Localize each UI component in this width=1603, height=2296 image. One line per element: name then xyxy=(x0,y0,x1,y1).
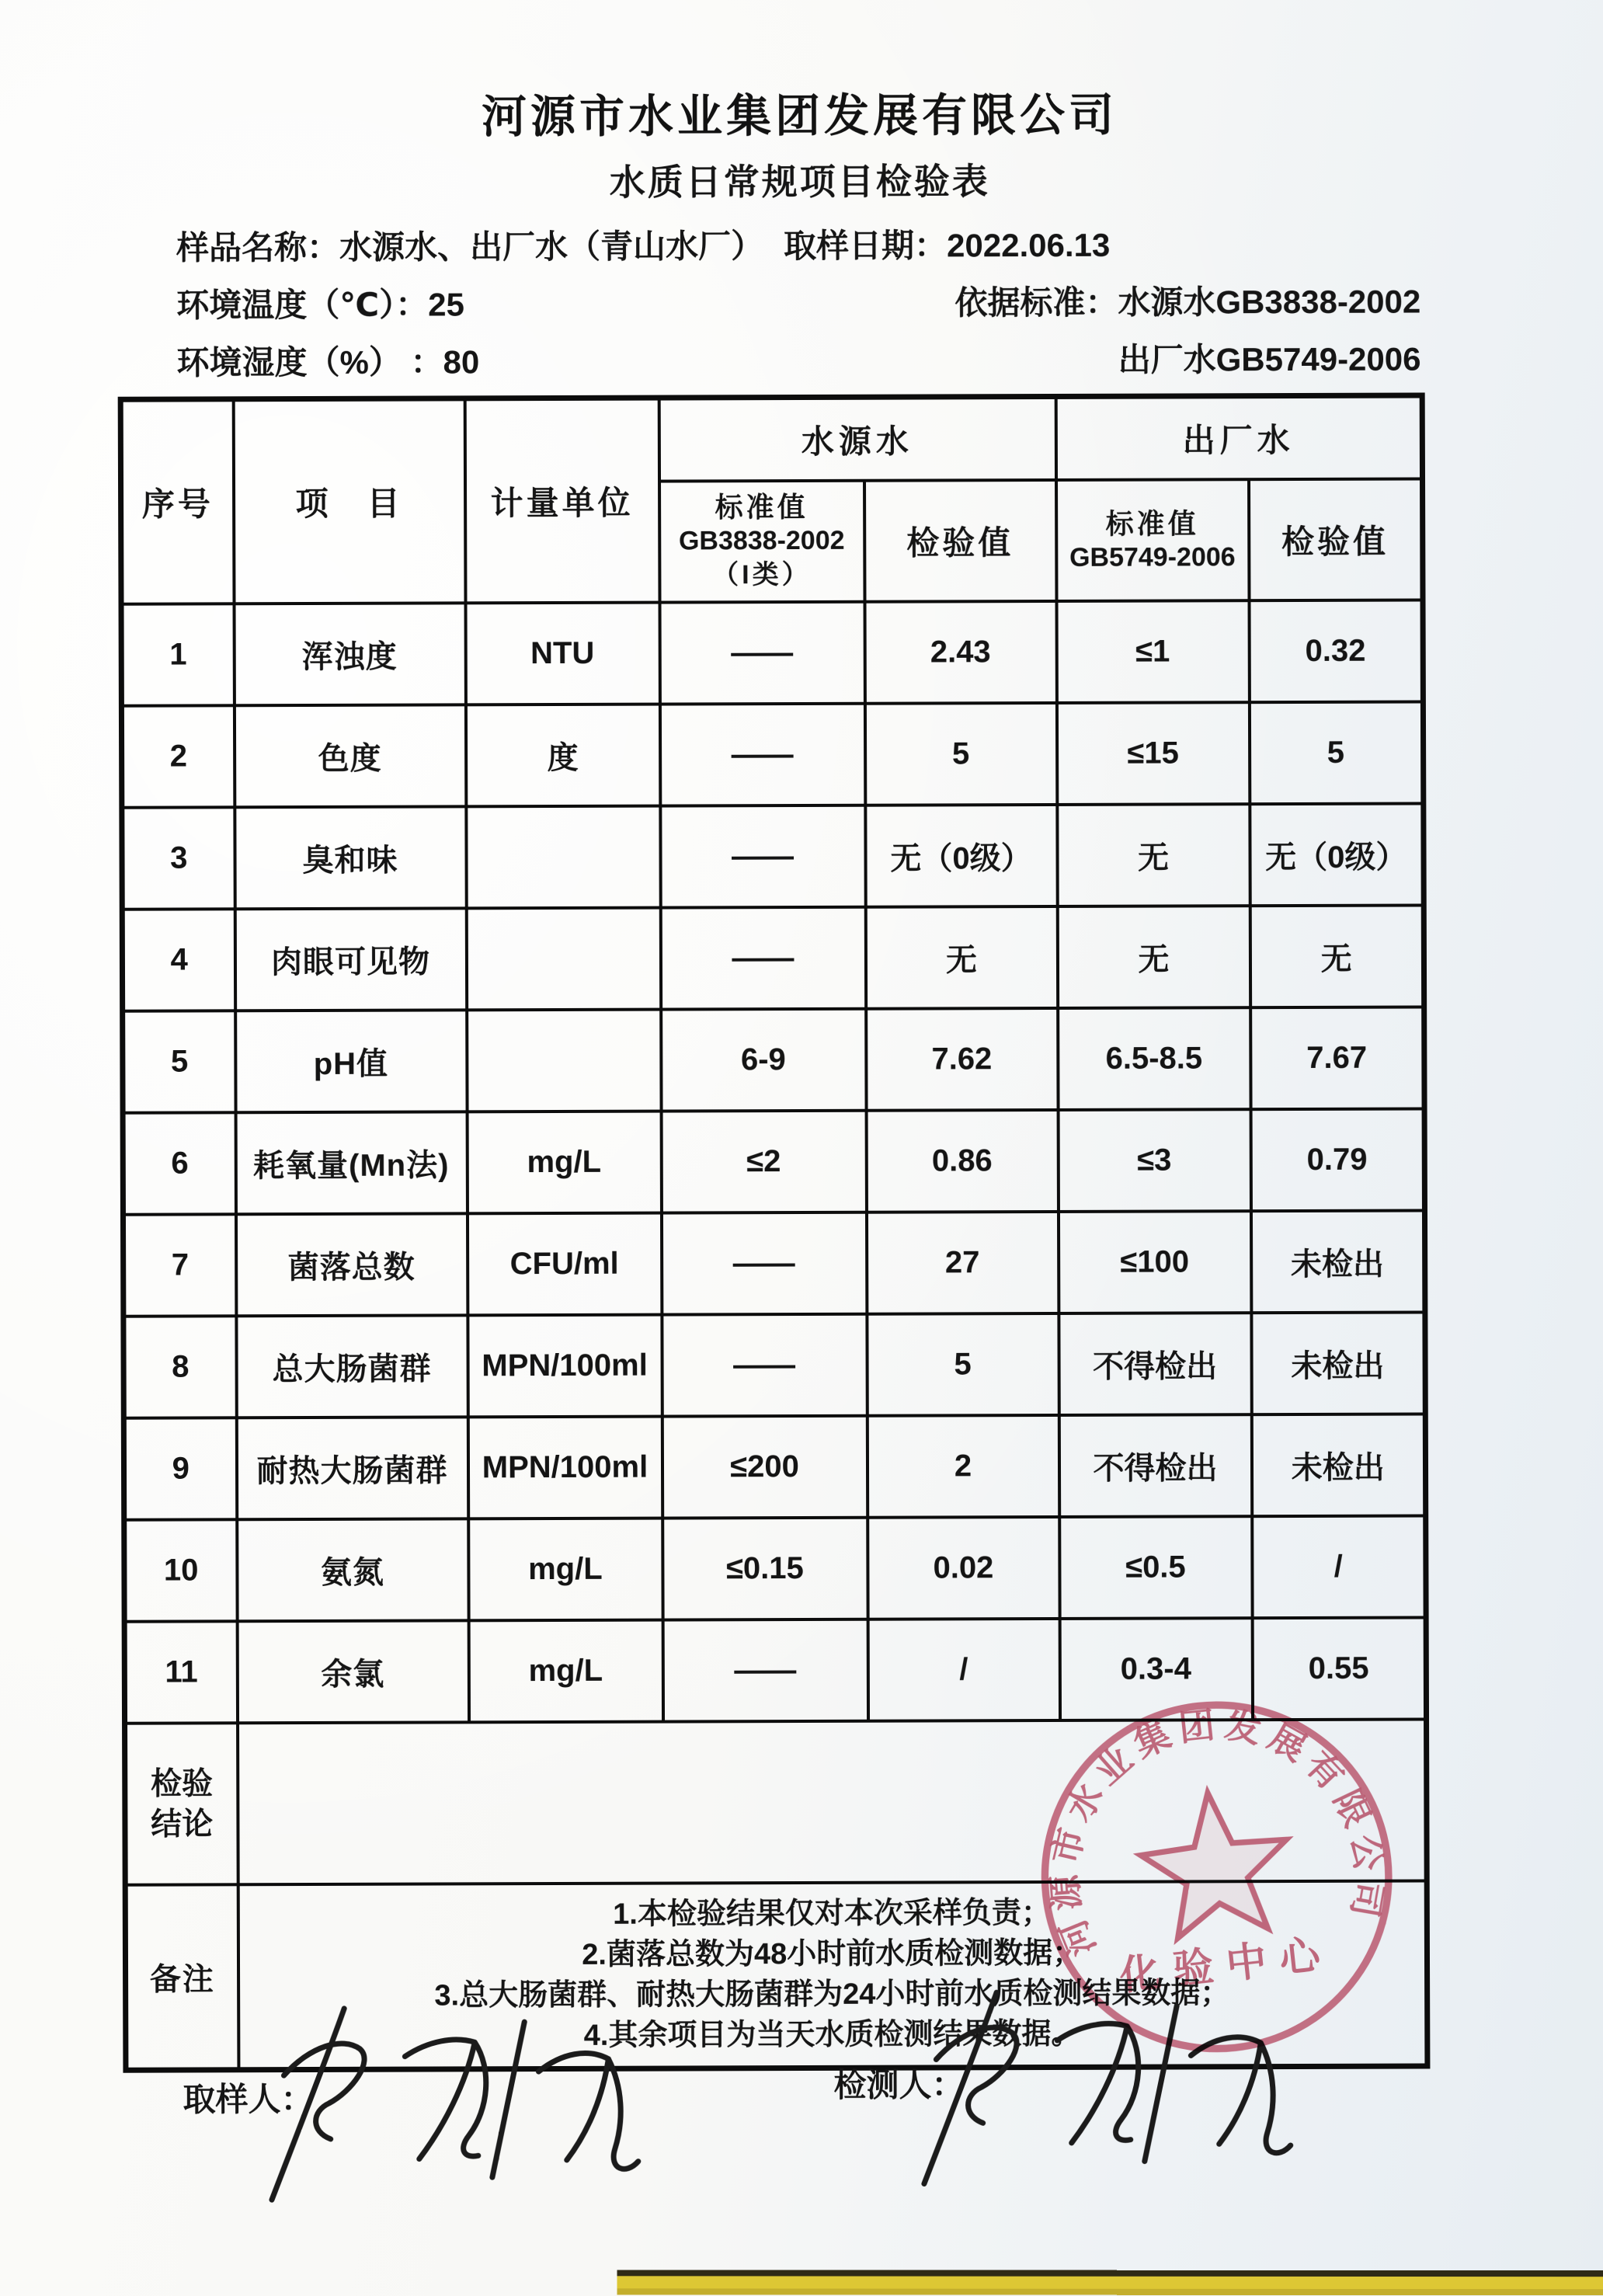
cell-source-value: 7.62 xyxy=(866,1008,1058,1111)
table-row xyxy=(123,1312,1425,1418)
conclusion-label: 检验 结论 xyxy=(125,1723,238,1884)
remark-label: 备注 xyxy=(125,1884,238,2069)
cell-source-standard: ≤2 xyxy=(661,1111,866,1213)
cell-source-standard: —— xyxy=(661,1212,866,1315)
header-finished-check-value: 检验值 xyxy=(1249,478,1424,600)
cell-finished-value: 7.67 xyxy=(1250,1007,1424,1109)
cell-unit: CFU/ml xyxy=(467,1213,661,1316)
table-row xyxy=(122,905,1424,1011)
cell-seq: 11 xyxy=(124,1621,237,1723)
header-item: 项 目 xyxy=(233,398,465,604)
env-humidity-label: 环境湿度（%） ：80 xyxy=(176,343,480,381)
cell-seq: 7 xyxy=(123,1214,235,1316)
meta-row-sample xyxy=(117,218,1420,269)
lab-stamp xyxy=(1011,1672,1422,2082)
cell-source-value: 0.86 xyxy=(866,1110,1058,1212)
cell-finished-standard: 不得检出 xyxy=(1059,1313,1251,1415)
stamp-ring-text: 河源市水业集团发展有限公司 xyxy=(1043,1703,1390,1962)
cell-finished-value: 无 xyxy=(1250,905,1424,1007)
cell-source-value: 0.02 xyxy=(868,1517,1059,1619)
remark-line: 2.菌落总数为48小时前水质检测数据； xyxy=(582,1937,1083,1972)
table-row xyxy=(123,1210,1424,1316)
cell-finished-value: 未检出 xyxy=(1251,1312,1425,1414)
cell-source-value: 无 xyxy=(865,906,1057,1009)
table-row xyxy=(123,1007,1424,1112)
cell-item: 余氯 xyxy=(237,1620,468,1723)
env-temperature-label: 环境温度（℃）：25 xyxy=(176,286,464,324)
cell-finished-standard: ≤100 xyxy=(1058,1211,1250,1313)
cell-finished-value: 5 xyxy=(1249,701,1423,804)
header-seq: 序号 xyxy=(120,399,234,604)
meta-block xyxy=(117,218,1421,384)
cell-source-value: 27 xyxy=(866,1212,1058,1314)
cell-seq: 2 xyxy=(121,705,234,807)
header-source-check-value: 检验值 xyxy=(864,480,1057,602)
cell-unit: MPN/100ml xyxy=(468,1315,662,1418)
cell-unit: NTU xyxy=(465,603,659,705)
sample-name-label: 样品名称：水源水、出厂水（青山水厂） xyxy=(176,228,764,266)
sampling-date-label: 取样日期：2022.06.13 xyxy=(784,226,1111,265)
signature-row xyxy=(4,2048,1603,2224)
cell-finished-standard: 不得检出 xyxy=(1059,1414,1251,1517)
cell-seq: 10 xyxy=(124,1519,237,1621)
remark-line: 1.本检验结果仅对本次采样负责； xyxy=(613,1897,1051,1932)
standard-basis-label2: 出厂水GB5749-2006 xyxy=(1118,340,1421,378)
cell-item: 耐热大肠菌群 xyxy=(236,1417,468,1519)
cell-finished-value: 无（0级） xyxy=(1250,803,1424,906)
tester-label: 检测人： xyxy=(833,2066,965,2103)
table-row xyxy=(121,701,1423,807)
cell-seq: 9 xyxy=(123,1418,236,1519)
form-title: 水质日常规项目检验表 xyxy=(609,161,990,203)
cell-source-value: 2 xyxy=(867,1415,1059,1518)
cell-finished-standard: 无 xyxy=(1057,804,1250,906)
cell-source-value: 5 xyxy=(864,703,1056,805)
cell-source-standard: —— xyxy=(659,704,864,806)
cell-source-standard: —— xyxy=(660,907,865,1010)
cell-finished-value: 0.32 xyxy=(1249,600,1423,702)
stamp-center-text: 化验中心 xyxy=(1117,1931,1336,1999)
table-group-header-row xyxy=(120,395,1422,483)
header-unit: 计量单位 xyxy=(464,398,659,603)
header-source-standard: 标准值 GB3838-2002 （I类） xyxy=(659,481,864,603)
cell-unit: mg/L xyxy=(468,1518,662,1621)
cell-unit xyxy=(466,908,660,1011)
cell-item: pH值 xyxy=(235,1010,467,1112)
cell-source-standard: —— xyxy=(660,805,865,908)
cell-unit: 度 xyxy=(465,704,659,807)
cell-item: 浑浊度 xyxy=(234,603,465,705)
cell-item: 菌落总数 xyxy=(235,1213,467,1316)
cell-unit: mg/L xyxy=(467,1111,661,1214)
meta-row-humidity xyxy=(117,333,1420,384)
cell-finished-standard: ≤3 xyxy=(1058,1109,1250,1212)
star-icon xyxy=(1135,1785,1295,1941)
cell-source-standard: —— xyxy=(659,602,864,704)
cell-finished-value: 未检出 xyxy=(1250,1210,1424,1313)
scan-edge-artifact xyxy=(617,2270,1603,2295)
cell-finished-standard: 6.5-8.5 xyxy=(1058,1007,1250,1110)
table-row xyxy=(122,803,1424,909)
cell-source-standard: ≤0.15 xyxy=(662,1518,868,1620)
cell-finished-value: 0.55 xyxy=(1252,1617,1426,1720)
cell-finished-standard: 0.3-4 xyxy=(1059,1618,1252,1720)
cell-source-value: / xyxy=(868,1619,1059,1721)
cell-finished-value: / xyxy=(1252,1515,1426,1618)
cell-unit xyxy=(466,806,660,909)
cell-source-standard: 6-9 xyxy=(661,1009,866,1111)
cell-seq: 1 xyxy=(121,604,234,705)
header-finished-standard: 标准值 GB5749-2006 xyxy=(1056,479,1249,601)
cell-seq: 8 xyxy=(123,1316,236,1418)
cell-seq: 6 xyxy=(123,1112,235,1214)
meta-row-temperature xyxy=(117,276,1420,326)
cell-unit xyxy=(467,1010,661,1112)
cell-source-value: 无（0级） xyxy=(865,805,1057,907)
sampler-label: 取样人： xyxy=(183,2080,314,2118)
table-row xyxy=(123,1108,1424,1214)
cell-source-value: 2.43 xyxy=(864,601,1056,704)
cell-item: 色度 xyxy=(234,704,465,807)
table-row xyxy=(123,1414,1425,1519)
cell-item: 臭和味 xyxy=(235,806,466,909)
cell-finished-value: 未检出 xyxy=(1251,1414,1425,1516)
cell-seq: 4 xyxy=(122,909,235,1011)
standard-basis-label: 依据标准：水源水GB3838-2002 xyxy=(954,283,1421,322)
cell-item: 肉眼可见物 xyxy=(235,908,466,1011)
header-source-water-group: 水源水 xyxy=(659,396,1055,481)
table-row xyxy=(121,600,1423,705)
cell-source-value: 5 xyxy=(867,1313,1059,1416)
cell-seq: 5 xyxy=(123,1011,235,1112)
cell-unit: MPN/100ml xyxy=(468,1417,662,1519)
cell-finished-standard: ≤1 xyxy=(1056,600,1249,703)
cell-finished-standard: ≤15 xyxy=(1056,702,1249,805)
cell-source-standard: —— xyxy=(662,1619,868,1722)
remark-line: 3.总大肠菌群、耐热大肠菌群为24小时前水质检测结果数据； xyxy=(434,1977,1230,2012)
cell-unit: mg/L xyxy=(468,1620,662,1723)
table-body xyxy=(121,600,1427,1723)
company-title: 河源市水业集团发展有限公司 xyxy=(481,89,1118,143)
cell-source-standard: ≤200 xyxy=(662,1416,867,1518)
cell-finished-standard: 无 xyxy=(1057,906,1250,1008)
cell-item: 耗氧量(Mn法) xyxy=(235,1111,467,1214)
cell-finished-standard: ≤0.5 xyxy=(1059,1516,1252,1619)
cell-finished-value: 0.79 xyxy=(1250,1108,1424,1211)
cell-seq: 3 xyxy=(122,807,235,909)
header-finished-water-group: 出厂水 xyxy=(1055,395,1422,480)
table-row xyxy=(124,1515,1426,1621)
cell-item: 总大肠菌群 xyxy=(236,1315,468,1418)
cell-source-standard: —— xyxy=(662,1314,867,1417)
cell-item: 氨氮 xyxy=(237,1518,468,1621)
remark-line: 4.其余项目为当天水质检测结果数据。 xyxy=(583,2018,1081,2053)
